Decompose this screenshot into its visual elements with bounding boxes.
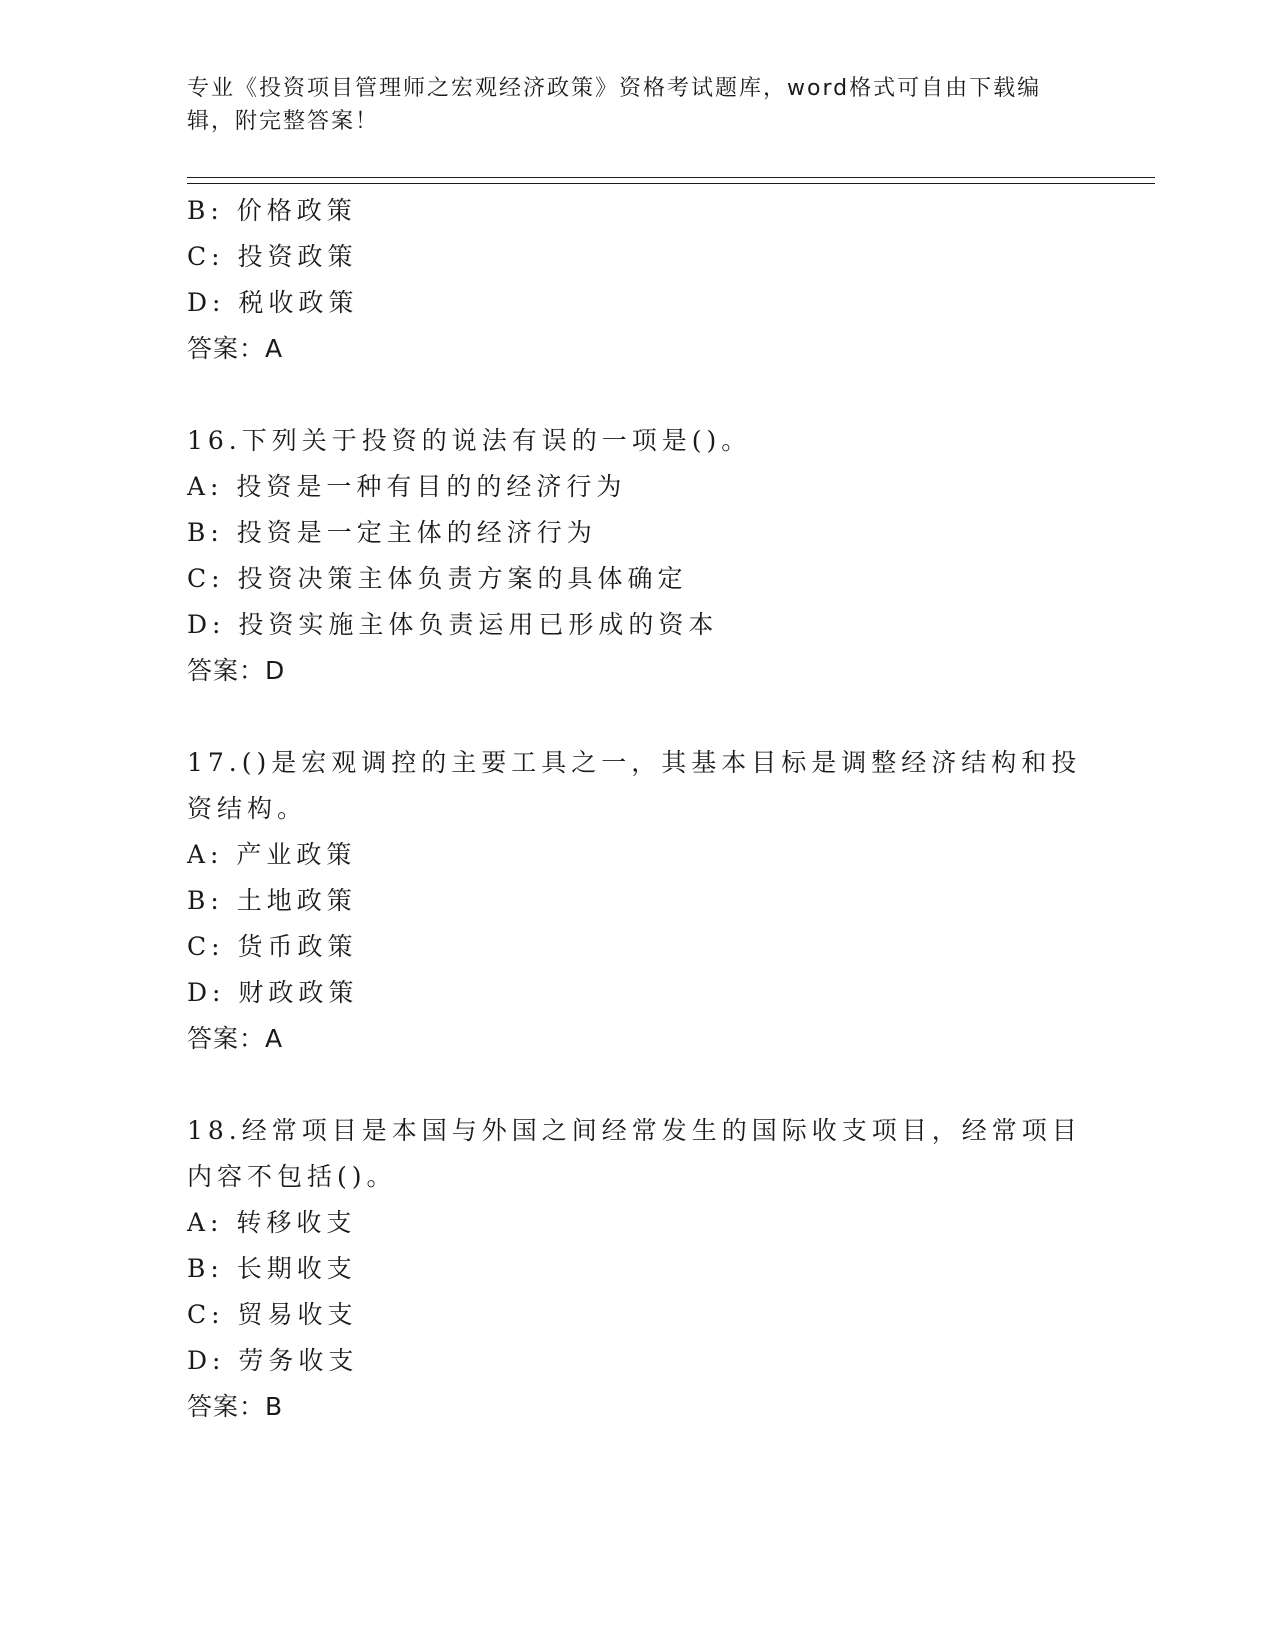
option-a: A: 产业政策 (187, 840, 357, 869)
spacer (187, 372, 1087, 418)
option-d: D: 财政政策 (187, 978, 359, 1007)
spacer (187, 1062, 1087, 1108)
option-b: B: 价格政策 (187, 196, 357, 225)
option-c: C: 投资决策主体负责方案的具体确定 (187, 564, 688, 593)
question-list (187, 188, 1087, 1430)
option-b: B: 土地政策 (187, 886, 357, 915)
question-16 (187, 418, 1087, 694)
question-stem: 17.()是宏观调控的主要工具之一，其基本目标是调整经济结构和投资结构。 (187, 748, 1082, 823)
option-a: A: 转移收支 (187, 1208, 357, 1237)
question-stem: 16.下列关于投资的说法有误的一项是()。 (187, 426, 752, 455)
page-header: 专业《投资项目管理师之宏观经济政策》资格考试题库，word格式可自由下载编辑，附完整答案！ (187, 76, 1042, 134)
answer: 答案：D (187, 656, 286, 685)
answer: 答案：A (187, 1024, 284, 1053)
question-stem: 18.经常项目是本国与外国之间经常发生的国际收支项目，经常项目内容不包括()。 (187, 1116, 1082, 1191)
option-a: A: 投资是一种有目的的经济行为 (187, 472, 627, 501)
option-d: D: 投资实施主体负责运用已形成的资本 (187, 610, 719, 639)
option-d: D: 税收政策 (187, 288, 359, 317)
option-c: C: 货币政策 (187, 932, 358, 961)
answer: 答案：B (187, 1392, 284, 1421)
answer: 答案：A (187, 334, 284, 363)
option-c: C: 投资政策 (187, 242, 358, 271)
question-18 (187, 1108, 1087, 1430)
question-15-continued (187, 188, 1087, 372)
spacer (187, 694, 1087, 740)
option-b: B: 长期收支 (187, 1254, 357, 1283)
header-rule-top (187, 177, 1155, 178)
option-c: C: 贸易收支 (187, 1300, 358, 1329)
option-d: D: 劳务收支 (187, 1346, 359, 1375)
header-rule-bottom (187, 183, 1155, 184)
question-17 (187, 740, 1087, 1062)
option-b: B: 投资是一定主体的经济行为 (187, 518, 597, 547)
